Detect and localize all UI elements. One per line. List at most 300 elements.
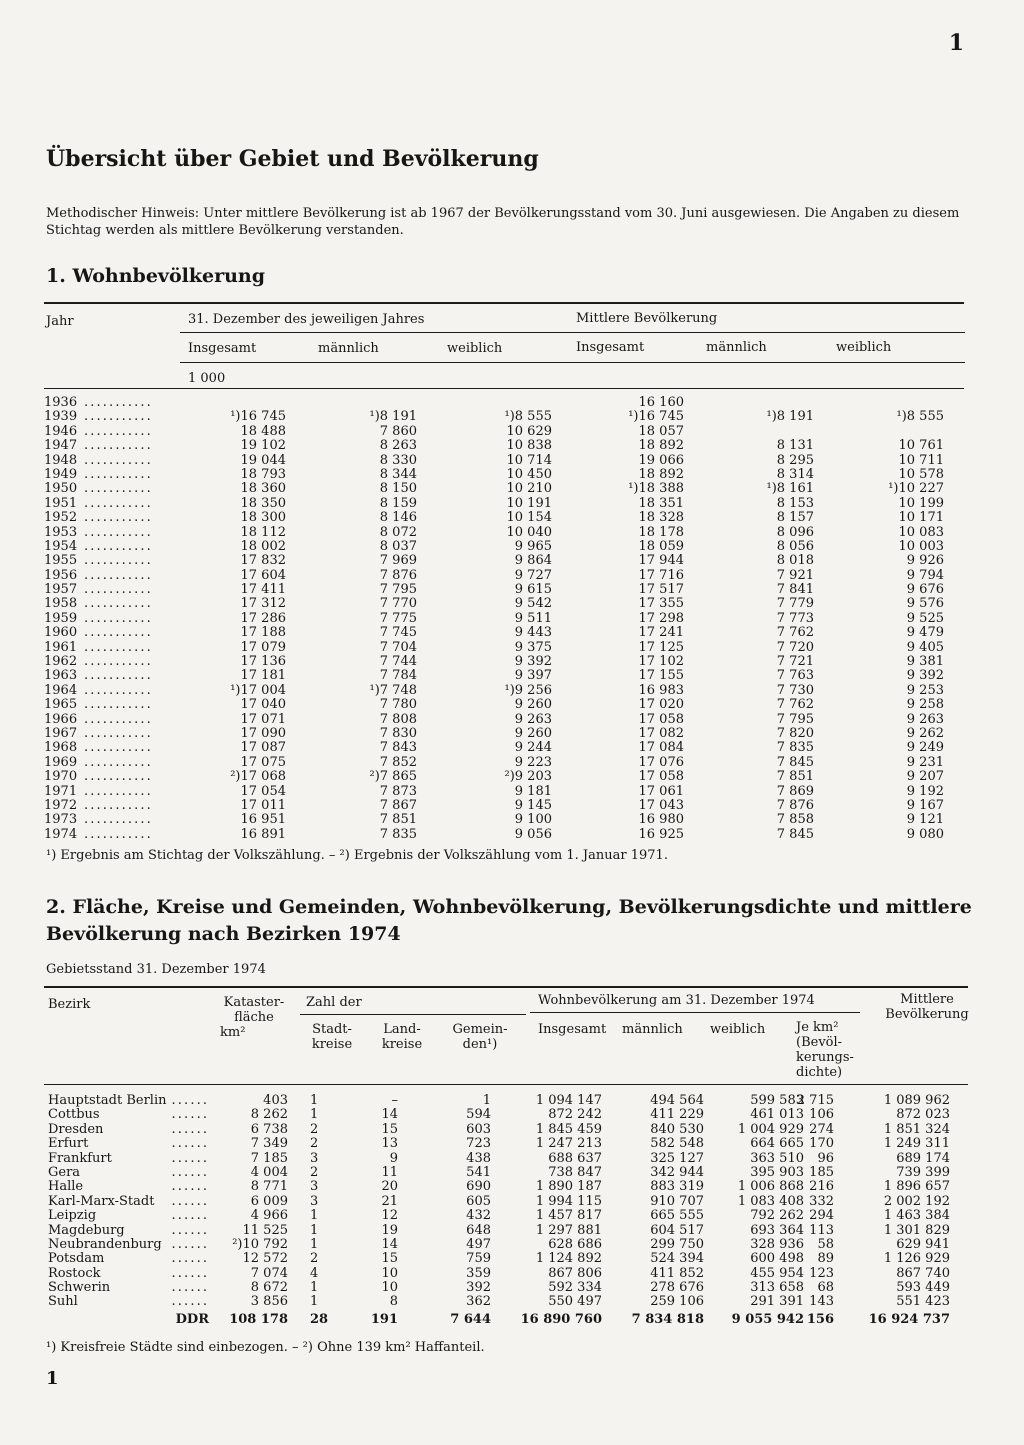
table1-cell-dec-male: 7 835 [379,826,417,842]
table1-cell-avg-male: ¹)8 191 [766,409,814,425]
t2-header-density-3: kerungs- [796,1050,854,1065]
table2-cell-avg: 551 423 [896,1294,950,1310]
table1-cell-dec-female: 9 965 [514,538,552,554]
table1-cell-dec-total: 17 090 [240,725,286,741]
table2-cell-area: ²)10 792 [232,1236,288,1252]
table1-cell-avg-female: 10 171 [898,510,944,526]
table2-cell-area: 6 738 [250,1121,288,1137]
t2-header-gem [444,1022,516,1052]
table2-cell-female: 291 391 [750,1294,804,1310]
table1-year: 1964 [44,682,78,698]
table2-row [44,1295,984,1309]
t2-header-density-2: (Bevöl- [796,1035,843,1050]
t2-header-bottom-rule [44,1084,968,1085]
leader-dots: . . . . . . [171,1208,206,1224]
table1-cell-dec-male: 7 852 [379,754,417,770]
t2-header-bezirk: Bezirk [48,997,91,1012]
table1-cell-avg-female: 10 578 [898,466,944,482]
t2-header-land-1: Land- [383,1022,421,1037]
table2-cell-male: 299 750 [650,1236,704,1252]
table1-year: 1947 [44,438,78,454]
leader-dots: . . . . . . [171,1236,206,1252]
table2-bezirk-name: Leipzig [48,1208,97,1224]
table1-cell-avg-female: 9 080 [906,826,944,842]
table2-bezirk-name: Schwerin [48,1280,111,1296]
t2-header-stadt-1: Stadt- [312,1022,352,1037]
page-number-bottom: 1 [46,1368,59,1389]
table1-cell-avg-male: 7 763 [776,668,814,684]
table1-cell-avg-total: 17 102 [638,654,684,670]
t2-count-rule [300,1014,526,1015]
t2-header-density [796,1020,854,1080]
table1-cell-dec-total: 17 071 [240,711,286,727]
table2-cell-area: 108 178 [229,1311,288,1327]
table1-cell-dec-female: 10 450 [506,466,552,482]
table2-cell-total: 1 297 881 [535,1222,602,1238]
leader-dots: . . . . . . . . . . . [84,524,150,540]
table2-cell-density: 58 [817,1236,834,1252]
table2-body [44,1094,984,1327]
leader-dots: . . . . . . [171,1150,206,1166]
table1-cell-dec-total: ¹)16 745 [230,409,286,425]
table1-year: 1949 [44,466,78,482]
table1-cell-avg-male: 7 721 [776,654,814,670]
table2-cell-male: 910 707 [650,1193,704,1209]
table2-cell-land: 19 [381,1222,398,1238]
t2-header-area-1: Kataster- [223,995,285,1010]
leader-dots: . . . . . . [171,1222,206,1238]
table1-cell-avg-total: 18 178 [638,524,684,540]
table2-cell-gem: 605 [466,1193,491,1209]
table2-cell-male: 342 944 [650,1164,704,1180]
table2-cell-density: 123 [809,1265,834,1281]
table1-cell-avg-female: 9 258 [906,697,944,713]
table2-row [44,1224,984,1238]
table1-row [44,454,984,468]
table1-year: 1962 [44,654,78,670]
table1-year: 1952 [44,510,78,526]
table2-cell-stadt: 1 [310,1093,319,1108]
table1-year: 1972 [44,797,78,813]
table1-cell-avg-male: 8 314 [776,466,814,482]
t2-header-count-group: Zahl der [306,995,362,1010]
table2-cell-female: 1 004 929 [737,1121,804,1137]
table2-cell-total: 1 094 147 [535,1093,602,1108]
table1-cell-avg-total: 18 351 [638,495,684,511]
table1-cell-avg-total: 16 925 [638,826,684,842]
table1-row [44,511,984,525]
table1-cell-dec-female: 9 727 [514,567,552,583]
t2-header-area [214,995,294,1040]
t1-header-dec-total: Insgesamt [188,341,257,356]
table1-cell-avg-female: 10 199 [898,495,944,511]
table1-cell-avg-total: 17 716 [638,567,684,583]
table1-cell-dec-female: 9 263 [514,711,552,727]
table2-cell-total: 867 806 [548,1265,602,1281]
t2-header-land-2: kreise [381,1037,423,1052]
table1-cell-avg-male: 7 820 [776,725,814,741]
table1-cell-avg-total: 18 892 [638,466,684,482]
leader-dots: . . . . . . . . . . . [84,596,150,612]
table2-cell-male: 524 394 [650,1251,704,1267]
table2-cell-female: 313 658 [750,1280,804,1296]
table2-cell-female: 455 954 [750,1265,804,1281]
table1-cell-dec-female: 10 714 [506,452,552,468]
table2-cell-female: 328 936 [750,1236,804,1252]
table1-row [44,713,984,727]
table1-row [44,655,984,669]
table2-bezirk-name: Erfurt [48,1136,89,1152]
section1-title: 1. Wohnbevölkerung [46,265,266,287]
table1-cell-dec-male: 7 704 [379,639,417,655]
t2-header-stadt-2: kreise [311,1037,353,1052]
table1-row [44,396,984,410]
table2-cell-female: 1 006 868 [737,1179,804,1195]
table2-cell-avg: 593 449 [896,1280,950,1296]
table2-cell-area: 8 672 [250,1280,288,1296]
table1-cell-avg-female: 9 392 [906,668,944,684]
t1-header-year: Jahr [46,314,74,329]
table2-cell-land: 21 [381,1193,398,1209]
leader-dots: . . . . . . . . . . . [84,654,150,670]
table1-cell-dec-female: ¹)9 256 [504,682,552,698]
table1-cell-avg-total: 18 328 [638,510,684,526]
table2-cell-gem: 438 [466,1150,491,1166]
table1-cell-dec-female: ¹)8 555 [504,409,552,425]
leader-dots: . . . . . . [171,1093,206,1108]
table1-cell-avg-total: ¹)18 388 [628,481,684,497]
table2-cell-total: 688 637 [548,1150,602,1166]
table1-cell-avg-male: 8 096 [776,524,814,540]
table1-cell-avg-female: 9 405 [906,639,944,655]
table2-cell-female: 693 364 [750,1222,804,1238]
table1-row [44,785,984,799]
leader-dots: . . . . . . . . . . . [84,495,150,511]
table2-cell-avg: 629 941 [896,1236,950,1252]
table1-cell-avg-female: 9 794 [906,567,944,583]
leader-dots: . . . . . . . . . . . [84,826,150,842]
table2-cell-density: 170 [809,1136,834,1152]
leader-dots: . . . . . . . . . . . [84,625,150,641]
table2-cell-stadt: 2 [310,1251,319,1267]
table1-cell-avg-total: 18 892 [638,438,684,454]
t1-header-avg-male: männlich [706,340,767,355]
table1-year: 1970 [44,769,78,785]
table2-cell-area: 7 074 [250,1265,288,1281]
leader-dots: . . . . . . . . . . . [84,582,150,598]
table1-cell-dec-male: 8 344 [379,466,417,482]
table2-bezirk-name: Rostock [48,1265,101,1281]
table1-cell-dec-male: 7 795 [379,582,417,598]
table1-cell-avg-male: 7 851 [776,769,814,785]
table1-year: 1954 [44,538,78,554]
table2-cell-density: 216 [809,1179,834,1195]
table2-total-row [44,1313,984,1327]
table1-row [44,828,984,842]
table1-year: 1959 [44,610,78,626]
table1-cell-dec-total: 16 891 [240,826,286,842]
t2-header-female: weiblich [710,1022,766,1037]
table1-row [44,626,984,640]
table2-cell-land: 11 [381,1164,398,1180]
table2-cell-stadt: 1 [310,1294,319,1310]
table1-cell-dec-female: 9 244 [514,740,552,756]
table1-row [44,727,984,741]
leader-dots: . . . . . . . . . . . [84,510,150,526]
leader-dots: . . . . . . . . . . . [84,395,150,410]
leader-dots: . . . . . . . . . . . [84,553,150,569]
table2-cell-area: 8 262 [250,1107,288,1123]
table2-cell-male: 494 564 [650,1093,704,1108]
table1-cell-avg-total: 17 517 [638,582,684,598]
table2-cell-male: 840 530 [650,1121,704,1137]
table1-year: 1939 [44,409,78,425]
table1-year: 1968 [44,740,78,756]
table1-year: 1974 [44,826,78,842]
table1-cell-avg-male: 7 730 [776,682,814,698]
table1-cell-avg-total: 17 155 [638,668,684,684]
table1-row [44,425,984,439]
t2-header-avg [872,992,982,1022]
table1-year: 1961 [44,639,78,655]
table1-cell-dec-male: ¹)8 191 [369,409,417,425]
table1-cell-dec-total: 18 112 [240,524,286,540]
table1-cell-dec-male: 7 867 [379,797,417,813]
section1-footnote: ¹) Ergebnis am Stichtag der Volkszählung. – ²) Ergebnis der Volkszählung vom 1. Januar 1971. [46,848,668,863]
table1-cell-avg-female: 9 253 [906,682,944,698]
method-note: Methodischer Hinweis: Unter mittlere Bevölkerung ist ab 1967 der Bevölkerungsstand vom 30. Juni ausgewiesen. Die Angaben zu diesem Stichtag werden als mittlere Bevölkerung verstanden. [46,206,960,238]
table1-year: 1948 [44,452,78,468]
table2-bezirk-name: Suhl [48,1294,78,1310]
table2-cell-gem: 359 [466,1265,491,1281]
table2-cell-female: 9 055 942 [731,1311,804,1327]
table2-cell-male: 582 548 [650,1136,704,1152]
table1-cell-avg-female: 9 576 [906,596,944,612]
table1-cell-avg-male: 8 153 [776,495,814,511]
table1-cell-avg-male: 8 018 [776,553,814,569]
table2-bezirk-name: Cottbus [48,1107,100,1123]
table1-year: 1973 [44,812,78,828]
table1-cell-dec-total: 17 011 [240,797,286,813]
table1-cell-dec-total: 18 793 [240,466,286,482]
table2-cell-area: 12 572 [242,1251,288,1267]
table1-cell-dec-female: 9 615 [514,582,552,598]
table1-year: 1936 [44,395,78,410]
table1-cell-avg-female: 10 003 [898,538,944,554]
leader-dots: . . . . . . . . . . . [84,481,150,497]
table2-bezirk-name: Neubrandenburg [48,1236,162,1252]
t2-header-area-3: km² [220,1025,246,1040]
table1-cell-avg-total: 17 058 [638,711,684,727]
table1-cell-avg-total: 17 944 [638,553,684,569]
table2-cell-land: – [391,1093,398,1108]
table2-cell-stadt: 3 [310,1179,319,1195]
table1-cell-avg-male: 7 720 [776,639,814,655]
table2-cell-gem: 723 [466,1136,491,1152]
table1-row [44,497,984,511]
table1-cell-dec-total: 17 040 [240,697,286,713]
table1-cell-dec-female: 9 443 [514,625,552,641]
table1-row [44,813,984,827]
leader-dots: . . . . . . [171,1294,206,1310]
table1-row [44,698,984,712]
table2-row [44,1252,984,1266]
table1-cell-dec-total: 17 286 [240,610,286,626]
table1-row [44,482,984,496]
table1-cell-avg-male: 7 841 [776,582,814,598]
table1-year: 1956 [44,567,78,583]
table2-cell-avg: 689 174 [896,1150,950,1166]
leader-dots: . . . . . . [171,1265,206,1281]
table1-cell-dec-female: 9 260 [514,725,552,741]
table2-cell-female: 792 262 [750,1208,804,1224]
table1-cell-dec-male: 7 969 [379,553,417,569]
table2-cell-female: 599 583 [750,1093,804,1108]
table1-cell-avg-total: 17 076 [638,754,684,770]
table1-cell-avg-male: 7 858 [776,812,814,828]
table1-cell-dec-total: 17 312 [240,596,286,612]
table2-cell-avg: 1 463 384 [883,1208,950,1224]
table1-cell-dec-total: ¹)17 004 [230,682,286,698]
table1-cell-dec-male: 8 330 [379,452,417,468]
table2-cell-total: 1 247 213 [535,1136,602,1152]
table1-cell-dec-male: 7 830 [379,725,417,741]
table1-cell-avg-male: 7 921 [776,567,814,583]
table1-cell-dec-total: 17 136 [240,654,286,670]
table1-row [44,468,984,482]
table1-cell-avg-total: 17 355 [638,596,684,612]
table2-cell-land: 10 [381,1280,398,1296]
table1-row [44,612,984,626]
table1-cell-avg-male: 7 779 [776,596,814,612]
table2-row [44,1166,984,1180]
table1-row [44,756,984,770]
table1-cell-dec-female: 9 100 [514,812,552,828]
table2-cell-male: 259 106 [650,1294,704,1310]
table1-cell-dec-female: 9 181 [514,783,552,799]
t2-header-area-2: fläche [234,1010,274,1025]
table1-cell-avg-female: 10 761 [898,438,944,454]
table2-cell-male: 278 676 [650,1280,704,1296]
table2-cell-male: 883 319 [650,1179,704,1195]
table2-cell-density: 106 [809,1107,834,1123]
table2-cell-stadt: 28 [310,1311,329,1327]
table1-row [44,410,984,424]
table1-cell-avg-male: 8 131 [776,438,814,454]
table1-cell-dec-total: 17 087 [240,740,286,756]
table1-cell-dec-female: 9 542 [514,596,552,612]
table2-cell-land: 14 [381,1236,398,1252]
table2-cell-density: 96 [817,1150,834,1166]
table2-cell-area: 4 004 [250,1164,288,1180]
table2-cell-land: 15 [381,1251,398,1267]
table2-top-rule [44,986,968,988]
table2-cell-avg: 2 002 192 [883,1193,950,1209]
table1-cell-dec-female: 9 864 [514,553,552,569]
table1-row [44,741,984,755]
table1-cell-dec-total: 18 350 [240,495,286,511]
table1-row [44,439,984,453]
section2-footnote: ¹) Kreisfreie Städte sind einbezogen. – ²) Ohne 139 km² Haffanteil. [46,1340,485,1355]
table1-cell-dec-female: ²)9 203 [504,769,552,785]
t2-wohn-rule [530,1012,860,1013]
table2-row [44,1209,984,1223]
table2-cell-land: 13 [381,1136,398,1152]
table1-cell-dec-female: 9 223 [514,754,552,770]
table1-year: 1969 [44,754,78,770]
table2-bezirk-name: Hauptstadt Berlin [48,1093,167,1108]
table2-cell-male: 7 834 818 [631,1311,704,1327]
table2-cell-density: 2 715 [796,1093,834,1108]
table1-row [44,669,984,683]
table1-year: 1971 [44,783,78,799]
table1-cell-dec-total: 17 075 [240,754,286,770]
table1-year: 1953 [44,524,78,540]
table1-cell-avg-male: 7 845 [776,826,814,842]
table1-row [44,583,984,597]
table1-cell-dec-total: 19 044 [240,452,286,468]
t2-header-gem-1: Gemein- [452,1022,508,1037]
table2-row [44,1281,984,1295]
table1-cell-dec-female: 10 154 [506,510,552,526]
leader-dots: . . . . . . . . . . . [84,783,150,799]
table2-cell-stadt: 2 [310,1136,319,1152]
table2-cell-area: 7 349 [250,1136,288,1152]
table1-cell-avg-female: 9 231 [906,754,944,770]
table2-cell-land: 191 [370,1311,398,1327]
table2-cell-total: 550 497 [548,1294,602,1310]
table1-cell-avg-male: 7 845 [776,754,814,770]
table2-bezirk-name: Dresden [48,1121,104,1137]
table1-top-rule [44,302,964,304]
table1-cell-dec-total: 16 951 [240,812,286,828]
table2-cell-land: 14 [381,1107,398,1123]
table1-cell-avg-male: 7 795 [776,711,814,727]
table1-year: 1955 [44,553,78,569]
t2-header-avg-1: Mittlere [900,992,954,1007]
table1-cell-avg-female: 9 121 [906,812,944,828]
table2-cell-avg: 16 924 737 [868,1311,950,1327]
table2-bezirk-name: Karl-Marx-Stadt [48,1193,155,1209]
table1-cell-dec-male: 7 873 [379,783,417,799]
table1-year: 1946 [44,423,78,439]
t2-header-land [370,1022,434,1052]
leader-dots: . . . . . . . . . . . [84,610,150,626]
table2-cell-stadt: 1 [310,1236,319,1252]
t1-header-avg-female: weiblich [836,340,892,355]
table1-cell-dec-male: 7 775 [379,610,417,626]
leader-dots: . . . . . . . . . . . [84,452,150,468]
table1-cell-avg-female: ¹)10 227 [888,481,944,497]
table1-cell-dec-female: 9 260 [514,697,552,713]
leader-dots: . . . . . . . . . . . [84,711,150,727]
table2-row [44,1123,984,1137]
table1-cell-dec-female: 9 145 [514,797,552,813]
table2-cell-total: 1 845 459 [535,1121,602,1137]
table1-cell-avg-male: 7 762 [776,697,814,713]
table1-cell-dec-female: 10 629 [506,423,552,439]
t2-header-male: männlich [622,1022,683,1037]
table1-cell-dec-female: 10 040 [506,524,552,540]
table2-cell-avg: 1 126 929 [883,1251,950,1267]
table2-cell-gem: 432 [466,1208,491,1224]
table1-year: 1958 [44,596,78,612]
table2-bezirk-name: Potsdam [48,1251,105,1267]
table1-row [44,799,984,813]
table1-cell-avg-total: 17 020 [638,697,684,713]
t1-header-group-dec: 31. Dezember des jeweiligen Jahres [188,312,425,327]
table1-cell-dec-total: 17 079 [240,639,286,655]
